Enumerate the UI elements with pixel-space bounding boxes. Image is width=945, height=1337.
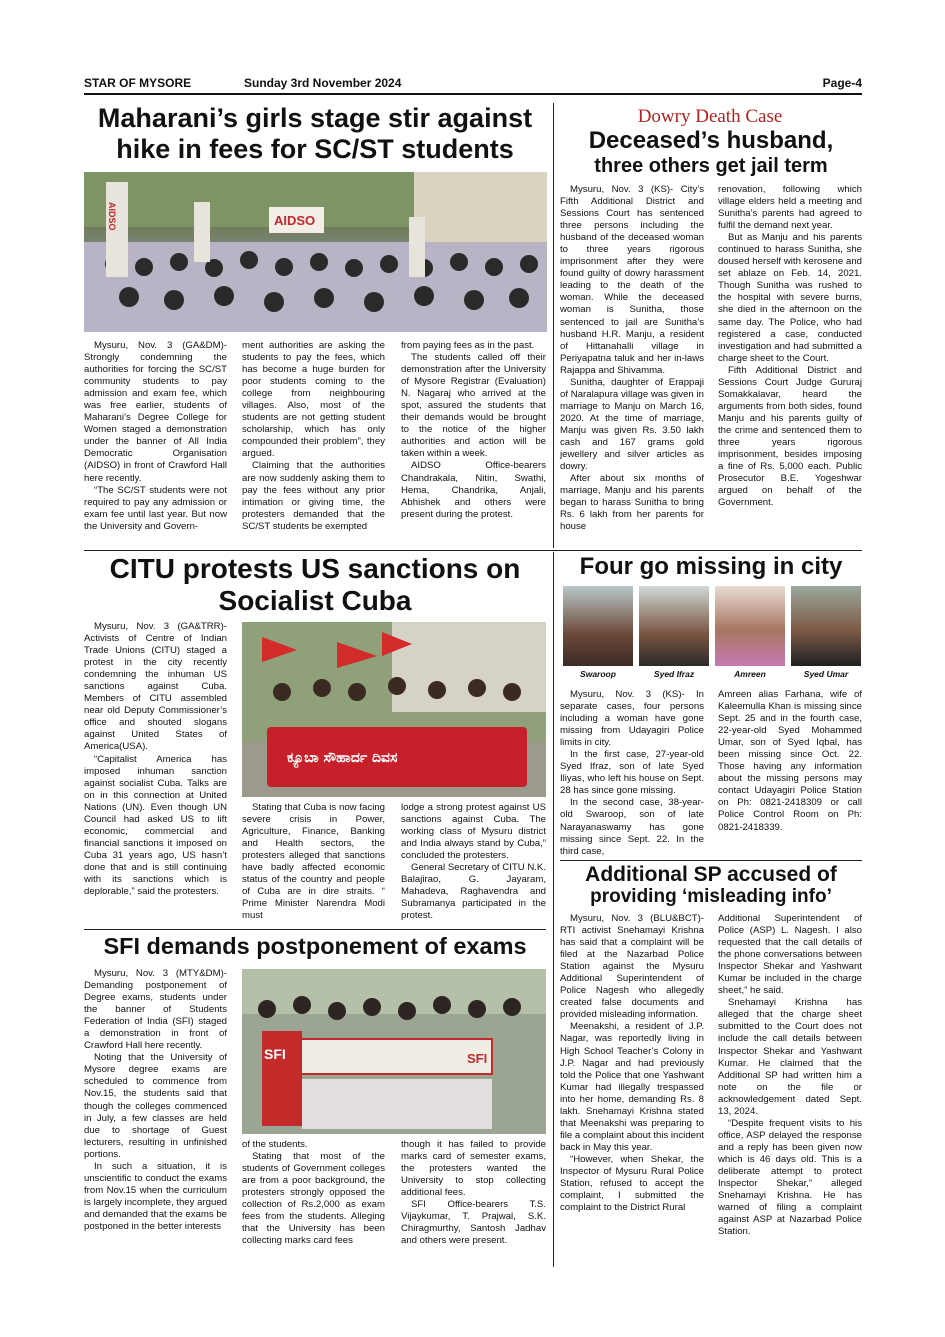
aidso-placard-text: AIDSO bbox=[107, 202, 117, 231]
paragraph: In the first case, 27-year-old Syed Ifraz, son of late Syed Iliyas, who left his house on Sept. 28 has since gone missing. bbox=[560, 749, 704, 797]
caption-syed-umar: Syed Umar bbox=[803, 669, 849, 679]
paragraph: But as Manju and his parents continued to harass Sunitha, she doused herself with kerosene and set ablaze on Feb. 14, 2021. Though Sunitha was rushed to the hospital with severe burns, she died in the afternoon on the same day. The Police, who had registered a case, conducted investigation and had submitted a charge sheet to the Court. bbox=[718, 232, 862, 364]
story1-col1 bbox=[84, 340, 227, 533]
masthead-rule bbox=[84, 93, 862, 95]
paragraph: “However, when Shekar, the Inspector of Mysuru Rural Police Station, refused to accept the complaint, I submitted the complaint to the District Rural bbox=[560, 1153, 704, 1214]
story4-headline: Four go missing in city bbox=[579, 553, 843, 580]
paragraph: Mysuru, Nov. 3 (KS)- In separate cases, four persons including a woman have gone missing from Udayagiri Police limits in city. bbox=[560, 689, 704, 749]
story1-col3 bbox=[401, 340, 546, 521]
column-divider bbox=[553, 103, 554, 548]
issue-date: Sunday 3rd November 2024 bbox=[244, 76, 402, 90]
paragraph: ment authorities are asking the students to pay the fees, which has become a huge burden for poor students coming to the college from neighbouring villages. Also, most of the students are not getting student scholarship, which has only compounded their problem”, they argued. bbox=[242, 340, 385, 460]
paragraph: Sunitha, daughter of Erappaji of Naralapura village was given in marriage to Manju on March 16, 2020. At the time of marriage, Manju was given Rs. 3.50 lakh cash and 167 grams gold jewellery and silver articles as dowry. bbox=[560, 376, 704, 473]
paragraph: Noting that the University of Mysore degree exams are scheduled to commence from Nov.15, the students said that though the colleges commenced in July, a few classes are held due to shortage of Guest lecturers, resulting in unfinished portions. bbox=[84, 1052, 227, 1160]
story5-headline: SFI demands postponement of exams bbox=[103, 933, 527, 959]
paragraph: The students called off their demonstration after the University of Mysore Registrar (Evaluation) N. Nagaraj who arrived at the spot, assured the students that their demands would be brought to the notice of the higher authorities and action will be taken within a week. bbox=[401, 352, 546, 460]
story2-col2 bbox=[718, 184, 862, 509]
paragraph: renovation, following which village elders held a meeting and Sunitha’s parents had agreed to fulfil the demand next year. bbox=[718, 184, 862, 232]
missing-photos bbox=[560, 586, 862, 682]
story5-col2 bbox=[242, 1139, 385, 1247]
story2-kicker: Dowry Death Case bbox=[637, 106, 783, 127]
protest-crowd-illustration bbox=[84, 172, 547, 332]
section-divider bbox=[560, 860, 862, 861]
story1-photo bbox=[84, 172, 547, 332]
paragraph: from paying fees as in the past. bbox=[401, 340, 535, 351]
paragraph: In such a situation, it is unscientific to conduct the exams from Nov.15 when the curriculum is largely incomplete, they argued and demanded that the exams be postponed in the better interests bbox=[84, 1160, 227, 1232]
paragraph: Stating that most of the students of Government colleges are from a poor background, the protesters strongly opposed the collection of Rs.2,000 as exam fees from the students. Alleging that the University has been collecting marks card fees bbox=[242, 1151, 385, 1247]
paragraph: Snehamayi Krishna has alleged that the charge sheet submitted to the Court does not include the call details between Inspector Shekar and Yashwant Kumar. He claimed that the Additional SP had written him a note on the file or acknowledgement dated Sept. 13, 2024. bbox=[718, 997, 862, 1117]
paragraph: Additional Superintendent of Police (ASP) L. Nagesh. I also requested that the call details of the phone conversations between Inspector Shekar and Yashwant Kumar be included in the charge sheet,” he said. bbox=[718, 913, 862, 997]
paragraph: Claiming that the authorities are now suddenly asking them to pay the fees without any prior intimation or giving time, the protesters demanded that the SC/ST students be exempted bbox=[242, 460, 385, 532]
story5-col1 bbox=[84, 968, 227, 1233]
aidso-banner-text: AIDSO bbox=[274, 213, 316, 228]
paragraph: After about six months of marriage, Manju and his parents began to harass Sunitha to bring Rs. 6 lakh from her parents for house bbox=[560, 473, 704, 533]
portrait-syed-ifraz bbox=[639, 586, 709, 666]
caption-swaroop: Swaroop bbox=[580, 669, 616, 679]
story3-col1 bbox=[84, 621, 227, 898]
section-divider bbox=[84, 929, 546, 930]
story3-photo bbox=[242, 622, 546, 797]
paragraph: of the students. bbox=[242, 1139, 308, 1150]
paragraph: General Secretary of CITU N.K. Balajirao, G. Jayaram, Mahadeva, Raghavendra and Subramanya participated in the protest. bbox=[401, 862, 546, 922]
citu-protest-illustration bbox=[242, 622, 546, 797]
section-divider bbox=[84, 550, 862, 551]
column-divider bbox=[553, 552, 554, 1267]
story6-col1 bbox=[560, 913, 704, 1214]
story2-col1 bbox=[560, 184, 704, 533]
paragraph: Mysuru, Nov. 3 (KS)- City’s Fifth Additional District and Sessions Court has sentenced three persons including the husband of the deceased woman to three years rigorous imprisonment after they were found guilty of dowry harassment leading to the death of the woman. While the deceased woman is Sunitha, those sentenced to jail are Sunitha’s husband H.R. Manju, a resident of Hittanahalli village in Periyapatna taluk and her in-laws Rajappa and Shivamma. bbox=[560, 184, 704, 376]
paragraph: Stating that Cuba is now facing severe crisis in Power, Agriculture, Finance, Banking and Health sectors, the protesters alleged that sanctions have badly affected economic status of the country and people of Cuba are in dire straits. “ Prime Minister Narendra Modi must bbox=[242, 802, 385, 922]
page-number: Page-4 bbox=[822, 76, 862, 90]
paragraph: Amreen alias Farhana, wife of Kaleemulla Khan is missing since Sept. 25 and in the fourth case, 22-year-old Syed Mohammed Umar, son of Syed Iqbal, has been missing since Oct. 22. Those having any information about the missing persons may contact Udayagiri Police Station on Ph: 0821-2418309 or call Police Control Room on Ph: 0821-2418339. bbox=[718, 689, 862, 833]
story1-headline: Maharani’s girls stage stir against hike in fees for SC/ST students bbox=[97, 103, 533, 164]
story2-headline-line1: Deceased’s husband, bbox=[588, 127, 834, 154]
portrait-swaroop bbox=[563, 586, 633, 666]
story1-col2 bbox=[242, 340, 385, 533]
story4-col2 bbox=[718, 689, 862, 834]
paragraph: In the second case, 38-year-old Swaroop, son of late Narayanaswamy has gone missing since Sept. 22. In the third case, bbox=[560, 797, 704, 857]
story6-headline-line1: Additional SP accused of bbox=[585, 863, 837, 886]
paragraph: Fifth Additional District and Sessions Court Judge Gururaj Somakkalavar, heard the arguments from both sides, found Manju and his parents guilty of the crime and sentenced them to three years rigorous imprisonment, besides imposing a fine of Rs. 5,000 each. Public Prosecutor B.E. Yogeshwar argued on behalf of the Government. bbox=[718, 364, 862, 509]
paragraph: “Despite frequent visits to his office, ASP delayed the response and a reply has been given now which is 46 days old. This is a deliberate attempt to protect Inspector Shekar,” alleged Snehamayi Krishna. He has warned of filing a complaint against ASP at Nazarbad Police Station. bbox=[718, 1117, 862, 1238]
caption-syed-ifraz: Syed Ifraz bbox=[653, 669, 695, 679]
portrait-syed-umar bbox=[791, 586, 861, 666]
sfi-flag-text: SFI bbox=[264, 1046, 286, 1062]
caption-amreen: Amreen bbox=[734, 669, 766, 679]
sfi-protest-illustration bbox=[242, 969, 546, 1134]
story6-col2 bbox=[718, 913, 862, 1238]
portrait-amreen bbox=[715, 586, 785, 666]
story5-photo bbox=[242, 969, 546, 1134]
story2-headline-line2: three others get jail term bbox=[594, 155, 828, 177]
paragraph: lodge a strong protest against US sanctions against Cuba. The working class of Mysuru district and India always stand by Cuba,” concluded the protesters. bbox=[401, 802, 546, 862]
paragraph: Meenakshi, a resident of J.P. Nagar, was reportedly living in High School Teacher’s Colony in J.P. Nagar and had previously told the Police that one Yashwant Kumar had illegally trespassed into her home, demanding Rs. 8 lakh. Snehamayi Krishna stated that Meenakshi was preparing to file a complaint about this incident back in May this year. bbox=[560, 1021, 704, 1153]
paragraph: SFI Office-bearers T.S. Vijaykumar, T. Prajwal, S.K. Chiragmurthy, Santosh Jadhav and others were present. bbox=[401, 1199, 546, 1247]
publication-name: STAR OF MYSORE bbox=[84, 76, 192, 90]
story3-col2 bbox=[242, 802, 385, 922]
masthead bbox=[84, 76, 862, 92]
story5-col3 bbox=[401, 1139, 546, 1247]
paragraph: Mysuru, Nov. 3 (GA&TRR)- Activists of Centre of Indian Trade Unions (CITU) staged a protest in the city recently condemning the inhuman US sanctions against Cuba. Members of CITU assembled near old Deputy Commissioner’s office and shouted slogans against United States of America(USA). bbox=[84, 621, 227, 753]
paragraph: AIDSO Office-bearers Chandrakala, Nitin, Swathi, Hema, Chandrika, Anjali, Abhishek and others were present during the protest. bbox=[401, 460, 546, 520]
paragraph: Mysuru, Nov. 3 (BLU&BCT)- RTI activist Snehamayi Krishna has said that a complaint will be filed at the Nazarbad Police Station against the Mysuru Additional Superintendent of Police Nagesh who allegedly created false documents and provided misleading information. bbox=[560, 913, 704, 1021]
sfi-banner-text: SFI bbox=[467, 1051, 488, 1066]
story6-headline-line2: providing ‘misleading info’ bbox=[590, 886, 832, 907]
paragraph: “Capitalist America has imposed inhuman sanction against socialist Cuba. Talks are on in this connection at United Nations (UN). Even though UN Council had asked US to lift economic, commercial and financial sanctions it imposed on Cuba 31 years ago, US hasn’t done that and is still continuing with its sanctions which is deplorable,” said the protesters. bbox=[84, 753, 227, 898]
story3-headline: CITU protests US sanctions on Socialist Cuba bbox=[109, 553, 521, 616]
story3-col3 bbox=[401, 802, 546, 922]
paragraph: though it has failed to provide marks card of semester exams, the protesters wanted the University to stop collecting additional fees. bbox=[401, 1139, 546, 1199]
paragraph: “The SC/ST students were not required to pay any admission or exam fee until last year. But now the University and Govern- bbox=[84, 484, 227, 532]
paragraph: Mysuru, Nov. 3 (GA&DM)- Strongly condemning the authorities for forcing the SC/ST community students to pay admission and exam fee, which was free earlier, students of Maharani’s Degree College for Women staged a demonstration under the banner of All India Democratic Organisation (AIDSO) in front of Crawford Hall here recently. bbox=[84, 340, 227, 484]
story4-col1 bbox=[560, 689, 704, 858]
paragraph: Mysuru, Nov. 3 (MTY&DM)- Demanding postponement of Degree exams, students under the banner of Students Federation of India (SFI) staged a demonstration in front of Crawford Hall here recently. bbox=[84, 968, 227, 1052]
citu-banner-text: ಕ್ಯೂಬಾ ಸೌಹಾರ್ದ ದಿವಸ bbox=[287, 750, 398, 766]
